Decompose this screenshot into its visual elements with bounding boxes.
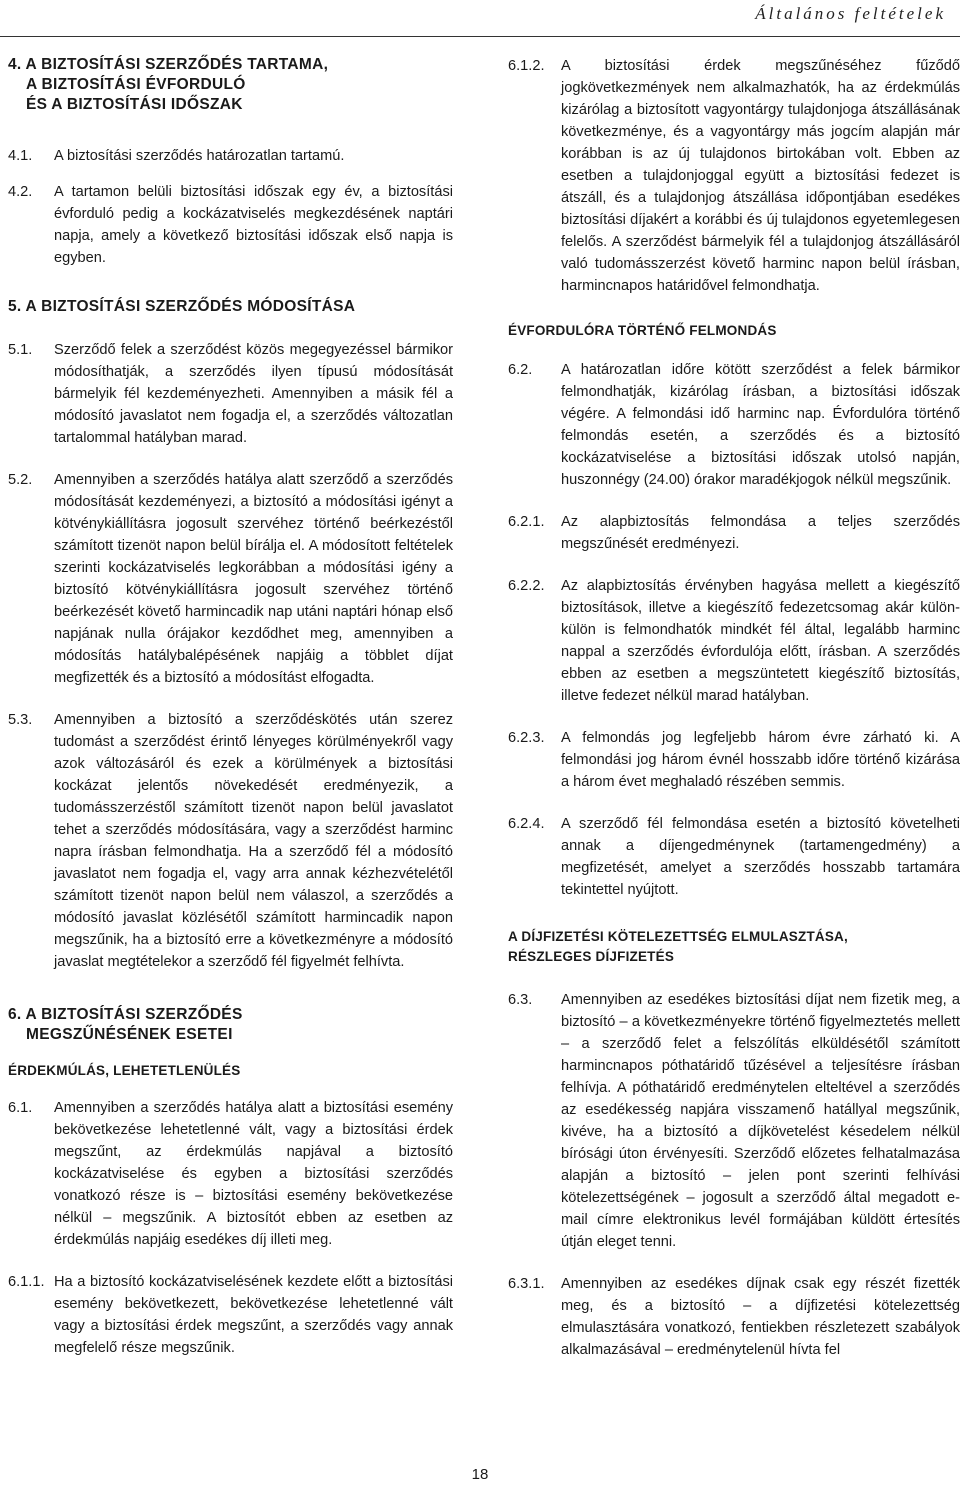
paragraph-5-1 [8,339,453,449]
paragraph-text: Amennyiben a szerződés hatálya alatt szerződő a szerződés módosítását kezdeményezi, a biztosító a módosítási igényt a kötvénykiállításra jogosult szervéhez történő beérkezéstől számított tizenöt napon belül bírálja el. A módosított feltételek szerinti kockázatviselés legkorábban a módosítási igény a biztosító kötvénykiállításra jogosult szervéhez történő beérkezését követő harmincadik nap utáni naptári hónap első napjának nulla órájakor kezdődhet meg, amennyiben a módosítás hatálybalépésének napjáig a többlet díjat megfizették és a biztosító a módosítást elfogadta. [54,472,453,686]
paragraph-text: Az alapbiztosítás felmondása a teljes szerződés megszűnését eredményezi. [561,514,960,552]
paragraph-6-3-1 [508,1273,960,1361]
paragraph-6-2-4 [508,813,960,901]
section-title-line: A BIZTOSÍTÁSI ÉVFORDULÓ [26,76,246,93]
header-rule [0,36,960,37]
paragraph-number: 4.1. [8,148,33,164]
section-5-title: 5. A BIZTOSÍTÁSI SZERZŐDÉS MÓDOSÍTÁSA [8,298,356,315]
paragraph-text: Amennyiben a szerződés hatálya alatt a biztosítási esemény bekövetkezése lehetetlenné vált, vagy a biztosítási érdek megszűnt, az érdekmúlás napjával a biztosító kockázatviselése és egyben a biztosítási szerződés vonatkozó része is – biztosítási esemény bekövetkezése nélkül – megszűnik. A biztosítót ebben az esetben az érdekmúlás napjáig esedékes díj illeti meg. [54,1100,453,1248]
paragraph-text: A biztosítási szerződés határozatlan tartamú. [54,148,345,164]
section-4-title [8,55,453,115]
paragraph-text: A tartamon belüli biztosítási időszak egy év, a biztosítási évforduló pedig a kockázatviselés megkezdésének naptári napja, amely a következő biztosítási időszak első napja is egyben. [54,184,453,266]
subsection-title [508,927,960,967]
subsection-title: ÉVFORDULÓRA TÖRTÉNŐ FELMONDÁS [508,323,777,338]
left-column [8,55,453,1359]
paragraph-4-2 [8,181,453,269]
paragraph-number: 6.1.1. [8,1274,45,1290]
paragraph-number: 6.2. [508,362,533,378]
section-title-line: MEGSZŰNÉSÉNEK ESETEI [26,1026,233,1043]
paragraph-text: Az alapbiztosítás érvényben hagyása mellett a kiegészítő biztosítások, illetve a kiegészítő fedezetcsomag akár külön-külön is felmondhatók mindkét fél által, legalább harminc nappal a szerződés évfordulója előtt, írásban. A szerződés ebben az esetben a megszüntetett kiegészítő biztosítás, illetve fedezet nélkül marad hatályban. [561,578,960,704]
section-6-title [8,1005,453,1045]
paragraph-6-1-2 [508,55,960,297]
paragraph-6-2 [508,359,960,491]
paragraph-number: 5.3. [8,712,33,728]
paragraph-4-1 [8,145,453,167]
paragraph-number: 6.2.2. [508,578,545,594]
paragraph-5-3 [8,709,453,973]
running-header: Általános feltételek [755,4,946,23]
paragraph-text: Amennyiben a biztosító a szerződéskötés után szerez tudomást a szerződést érintő lényeges körülményekről vagy azok változásáról és ezek a körülmények a biztosítási kockázat jelentős növekedését eredményezik, a tudomásszerzéstől számított tizenöt napon belül javaslatot tehet a szerződés módosítására, vagy a szerződést harminc napra írásban felmondhatja. Ha a szerződő fél a módosító javaslatot nem fogadja el, vagy arra annak kézhezvételétől számított tizenöt napon belül nem válaszol, a szerződés a módosító javaslat közlésétől számított harmincadik napon megszűnik, ha a biztosító erre a következményre a módosító javaslat megtételekor a szerződő fél figyelmét felhívta. [54,712,453,970]
paragraph-text: A felmondás jog legfeljebb három évre zárható ki. A felmondási jog három évnél hosszabb időre történő kizárása a három évet meghaladó részében semmis. [561,730,960,790]
paragraph-6-1-1 [8,1271,453,1359]
paragraph-text: A szerződő fél felmondása esetén a biztosító követelheti annak a díjengedménynek (tartamengedmény) a megfizetését, amelyet a szerződés hosszabb tartamára tekintettel nyújtott. [561,816,960,898]
paragraph-number: 5.2. [8,472,33,488]
paragraph-6-1 [8,1097,453,1251]
subsection-title: ÉRDEKMÚLÁS, LEHETETLENÜLÉS [8,1063,241,1078]
paragraph-5-2 [8,469,453,689]
paragraph-6-2-2 [508,575,960,707]
paragraph-text: A biztosítási érdek megszűnéséhez fűződő jogkövetkezmények nem alkalmazhatók, ha az érdekmúlás kizárólag a biztosított vagyontárgy tulajdonjoga átszállásának következménye, és a vagyontárgy más jogcím alapján már korábban is az új tulajdonos birtokában volt. Ebben az esetben a tulajdonjoggal együtt a biztosítási fedezet is átszáll, és a tulajdonjog átszállása időpontjában esedékes biztosítási díjakért a korábbi és új tulajdonos egyetemlegesen felelős. A szerződést bármelyik fél a tulajdonjog átszállásáról való tudomásszerzést követő harminc napon belül írásban, harmincnapos határidővel felmondhatja. [561,58,960,294]
paragraph-6-2-1 [508,511,960,555]
paragraph-text: Szerződő felek a szerződést közös megegyezéssel bármikor módosíthatják, a szerződés ilyen típusú módosítását bármelyik fél kezdeményezheti. Amennyiben a másik fél a módosító javaslatot nem fogadja el, a szerződés változatlan tartalommal hatályban marad. [54,342,453,446]
paragraph-text: Ha a biztosító kockázatviselésének kezdete előtt a biztosítási esemény bekövetkezett, bekövetkezése lehetetlenné vált vagy a biztosítási érdek megszűnt, a szerződés vagy annak megfelelő része megszűnik. [54,1274,453,1356]
paragraph-number: 6.1.2. [508,58,545,74]
paragraph-6-3 [508,989,960,1253]
subsection-title-line: RÉSZLEGES DÍJFIZETÉS [508,949,675,964]
paragraph-number: 6.2.4. [508,816,545,832]
paragraph-number: 6.2.1. [508,514,545,530]
subsection-title-line: A DÍJFIZETÉSI KÖTELEZETTSÉG ELMULASZTÁSA, [508,929,848,944]
paragraph-6-2-3 [508,727,960,793]
paragraph-number: 6.2.3. [508,730,545,746]
paragraph-number: 4.2. [8,184,33,200]
section-title-line: 6. A BIZTOSÍTÁSI SZERZŐDÉS [8,1006,243,1023]
page-number: 18 [471,1466,489,1483]
paragraph-text: Amennyiben az esedékes díjnak csak egy részét fizették meg, és a biztosító – a díjfizetési kötelezettség elmulasztására vonatkozó, fentiekben részletezett szabályok alkalmazásával – eredménytelenül hívta fel [561,1276,960,1358]
section-title-line: 4. A BIZTOSÍTÁSI SZERZŐDÉS TARTAMA, [8,56,329,73]
paragraph-text: Amennyiben az esedékes biztosítási díjat nem fizetik meg, a biztosító – a következményekre történő figyelmeztetés mellett – a szerződő felet a felszólítás elküldésétől számított harmincnapos póthatáridő tűzésével a teljesítésre írásban felhívja. A póthatáridő eredménytelen elteltével a szerződés az esedékesség napjára visszamenő hatállyal megszűnik, kivéve, ha a biztosító a díjkövetelést késedelem nélkül bírósági úton érvényesíti. Szerződő előzetes felhatalmazása alapján a biztosító – jelen pont szerinti felhívási kötelezettségének – jogosult a szerződő által megadott e-mail címre elektronikus levél formájában küldött értesítés útján eleget tenni. [561,992,960,1250]
paragraph-number: 6.3. [508,992,533,1008]
right-column [508,55,960,1361]
paragraph-number: 6.1. [8,1100,33,1116]
section-title-line: ÉS A BIZTOSÍTÁSI IDŐSZAK [26,96,243,113]
paragraph-text: A határozatlan időre kötött szerződést a felek bármikor felmondhatják, kizárólag írásban, a biztosítási időszak végére. A felmondási idő harminc nap. Évfordulóra történő felmondás esetén, a szerződés és a biztosító kockázatviselése a biztosítási időszak utolsó napján, huszonnégy (24.00) órakor maradékjogok nélkül megszűnik. [561,362,960,488]
paragraph-number: 6.3.1. [508,1276,545,1292]
paragraph-number: 5.1. [8,342,33,358]
